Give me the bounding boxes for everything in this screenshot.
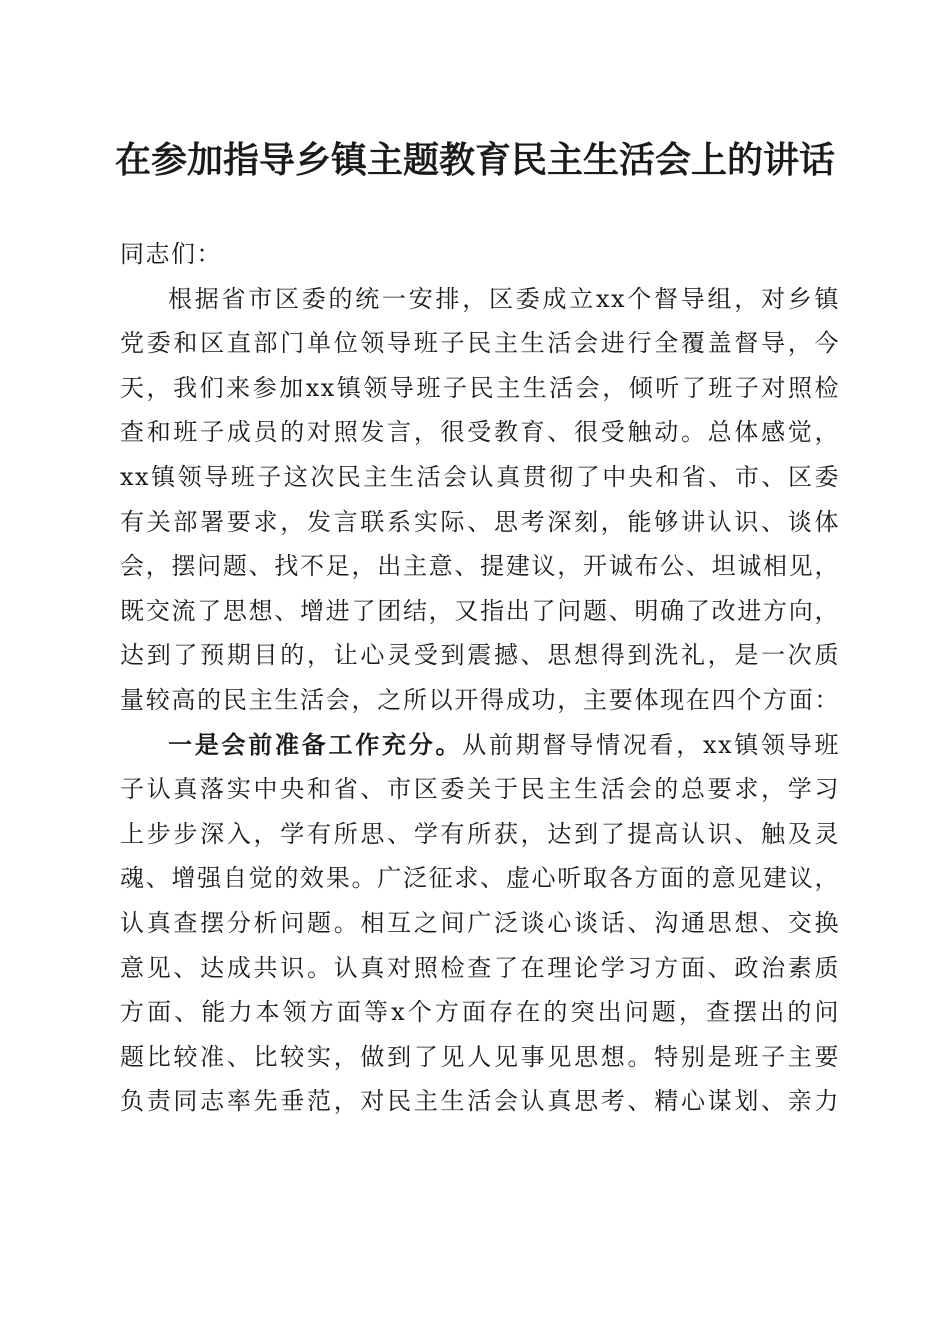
paragraph-2-line: 方面、能力本领方面等x个方面存在的突出问题，查摆出的问 bbox=[120, 998, 840, 1027]
paragraph-1-line: 量较高的民主生活会，之所以开得成功，主要体现在四个方面： bbox=[120, 685, 840, 714]
paragraph-2-line: 负责同志率先垂范，对民主生活会认真思考、精心谋划、亲力 bbox=[120, 1087, 840, 1116]
paragraph-2-line: 上步步深入，学有所思、学有所获，达到了提高认识、触及灵 bbox=[120, 819, 840, 848]
paragraph-2-first-rest: 从前期督导情况看，xx镇领导班 bbox=[462, 730, 840, 759]
paragraph-2-line: 认真查摆分析问题。相互之间广泛谈心谈话、沟通思想、交换 bbox=[120, 908, 840, 937]
document-title: 在参加指导乡镇主题教育民主生活会上的讲话 bbox=[114, 139, 835, 181]
paragraph-2-line: 魂、增强自觉的效果。广泛征求、虚心听取各方面的意见建议， bbox=[120, 864, 840, 893]
document-body bbox=[120, 232, 840, 1124]
paragraph-2-line: 意见、达成共识。认真对照检查了在理论学习方面、政治素质 bbox=[120, 953, 840, 982]
paragraph-1-line: 会，摆问题、找不足，出主意、提建议，开诚布公、坦诚相见， bbox=[120, 552, 840, 581]
paragraph-1-line: 查和班子成员的对照发言，很受教育、很受触动。总体感觉， bbox=[120, 418, 840, 447]
paragraph-1-line: 达到了预期目的，让心灵受到震撼、思想得到洗礼，是一次质 bbox=[120, 641, 840, 670]
paragraph-2-lead: 一是会前准备工作充分。 bbox=[168, 729, 463, 759]
paragraph-1-line: 有关部署要求，发言联系实际、思考深刻，能够讲认识、谈体 bbox=[120, 507, 840, 536]
salutation: 同志们： bbox=[120, 240, 222, 268]
paragraph-2-line: 题比较准、比较实，做到了见人见事见思想。特别是班子主要 bbox=[120, 1042, 840, 1071]
paragraph-2 bbox=[120, 723, 840, 1124]
paragraph-2-line bbox=[120, 723, 840, 768]
paragraph-1 bbox=[120, 277, 840, 723]
paragraph-1-line: 天，我们来参加xx镇领导班子民主生活会，倾听了班子对照检 bbox=[120, 373, 840, 402]
paragraph-1-line: xx镇领导班子这次民主生活会认真贯彻了中央和省、市、区委 bbox=[120, 462, 840, 491]
paragraph-2-line: 子认真落实中央和省、市区委关于民主生活会的总要求，学习 bbox=[120, 775, 840, 804]
paragraph-1-line: 党委和区直部门单位领导班子民主生活会进行全覆盖督导，今 bbox=[120, 329, 840, 358]
paragraph-1-line: 根据省市区委的统一安排，区委成立xx个督导组，对乡镇 bbox=[168, 284, 840, 313]
paragraph-1-line: 既交流了思想、增进了团结，又指出了问题、明确了改进方向， bbox=[120, 596, 840, 625]
